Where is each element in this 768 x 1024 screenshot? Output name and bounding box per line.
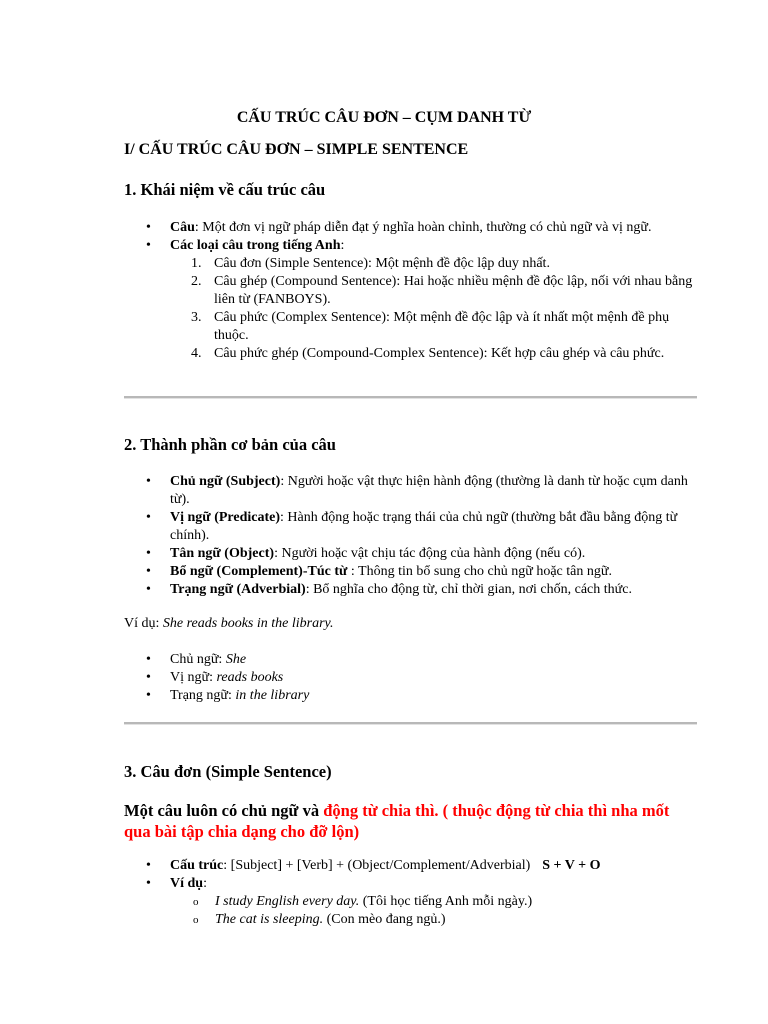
- component-text: : Bổ nghĩa cho động từ, chỉ thời gian, nơi chốn, cách thức.: [305, 582, 632, 597]
- example-part-label: Chủ ngữ:: [170, 652, 226, 667]
- rule-text: Một câu luôn có chủ ngữ và: [124, 801, 324, 820]
- list-item: [170, 237, 700, 363]
- example-part-label: Vị ngữ:: [170, 670, 217, 685]
- component-label: Tân ngữ (Object): [170, 546, 275, 561]
- list-item: [215, 893, 695, 911]
- examples-colon: :: [203, 876, 207, 891]
- example-part-label: Trạng ngữ:: [170, 688, 236, 703]
- list-item: [170, 687, 700, 705]
- components-heading: 2. Thành phần cơ bản của câu: [124, 435, 336, 454]
- sentence-type-item: 3. Câu phức (Complex Sentence): Một mệnh đề độc lập và ít nhất một mệnh đề phụ thuộc.: [214, 309, 700, 345]
- example-part-value: in the library: [235, 688, 310, 703]
- example-english: I study English every day.: [215, 894, 360, 909]
- sentence-type-item: 1. Câu đơn (Simple Sentence): Một mệnh đề độc lập duy nhất.: [214, 255, 700, 273]
- examples-label: Ví dụ: [170, 876, 204, 891]
- structure-text: : [Subject] + [Verb] + (Object/Complement/Adverbial): [223, 858, 531, 873]
- list-item: [170, 473, 700, 509]
- example-sentence: She reads books in the library.: [162, 616, 334, 631]
- component-label: Chủ ngữ (Subject): [170, 474, 281, 489]
- list-item: [170, 651, 700, 669]
- list-item: [215, 911, 695, 929]
- component-text: : Thông tin bổ sung cho chủ ngữ hoặc tân ngữ.: [347, 564, 612, 579]
- sentence-type-item: 2. Câu ghép (Compound Sentence): Hai hoặc nhiều mệnh đề độc lập, nối với nhau bằng liên từ (FANBOYS).: [214, 273, 700, 309]
- structure-label: Cấu trúc: [170, 858, 224, 873]
- cau-definition: : Một đơn vị ngữ pháp diễn đạt ý nghĩa hoàn chỉnh, thường có chủ ngữ và vị ngữ.: [194, 220, 652, 235]
- example-label: Ví dụ:: [124, 616, 163, 631]
- rule-highlight: động từ chia thì. ( thuộc động từ chia thì nha mốt qua bài tập chia dạng cho đỡ lộn): [124, 801, 670, 841]
- horizontal-divider: [124, 396, 697, 399]
- section-1-heading: I/ CẤU TRÚC CÂU ĐƠN – SIMPLE SENTENCE: [124, 141, 469, 158]
- structure-formula: S + V + O: [542, 858, 601, 873]
- example-english: The cat is sleeping.: [215, 912, 324, 927]
- document-title: CẤU TRÚC CÂU ĐƠN – CỤM DANH TỪ: [236, 109, 532, 126]
- component-text: : Người hoặc vật chịu tác động của hành động (nếu có).: [274, 546, 586, 561]
- list-item: [170, 875, 700, 929]
- example-part-value: She: [225, 652, 247, 667]
- simple-sentence-rule: [124, 800, 699, 842]
- component-text: : Người hoặc vật thực hiện hành động (thường là danh từ hoặc cụm danh từ).: [170, 474, 688, 507]
- concept-list: [170, 219, 700, 363]
- example-line: [124, 616, 333, 632]
- example-vietnamese: (Con mèo đang ngủ.): [323, 912, 446, 927]
- component-text: : Hành động hoặc trạng thái của chủ ngữ (thường bắt đầu bằng động từ chính).: [170, 510, 678, 543]
- cau-label: Câu: [170, 220, 195, 235]
- list-item: [170, 563, 700, 581]
- component-label: Bổ ngữ (Complement)-Túc từ: [170, 564, 348, 579]
- examples-list: [215, 893, 695, 929]
- list-item: [170, 857, 700, 875]
- example-parts-list: [170, 651, 700, 705]
- sentence-types-colon: :: [340, 238, 345, 253]
- list-item: [170, 545, 700, 563]
- list-item: [170, 581, 700, 599]
- simple-sentence-heading: 3. Câu đơn (Simple Sentence): [124, 762, 332, 781]
- sentence-type-item: 4. Câu phức ghép (Compound-Complex Sentence): Kết hợp câu ghép và câu phức.: [214, 345, 700, 363]
- sentence-types-label: Các loại câu trong tiếng Anh: [170, 238, 341, 253]
- concept-heading: 1. Khái niệm về cấu trúc câu: [124, 180, 326, 199]
- example-part-value: reads books: [216, 670, 284, 685]
- list-item: [170, 509, 700, 545]
- example-vietnamese: (Tôi học tiếng Anh mỗi ngày.): [359, 894, 533, 909]
- component-label: Vị ngữ (Predicate): [170, 510, 281, 525]
- horizontal-divider: [124, 722, 697, 725]
- structure-list: [170, 857, 700, 929]
- list-item: [170, 219, 700, 237]
- list-item: [170, 669, 700, 687]
- components-list: [170, 473, 700, 599]
- sentence-types-list: [214, 255, 700, 363]
- component-label: Trạng ngữ (Adverbial): [170, 582, 306, 597]
